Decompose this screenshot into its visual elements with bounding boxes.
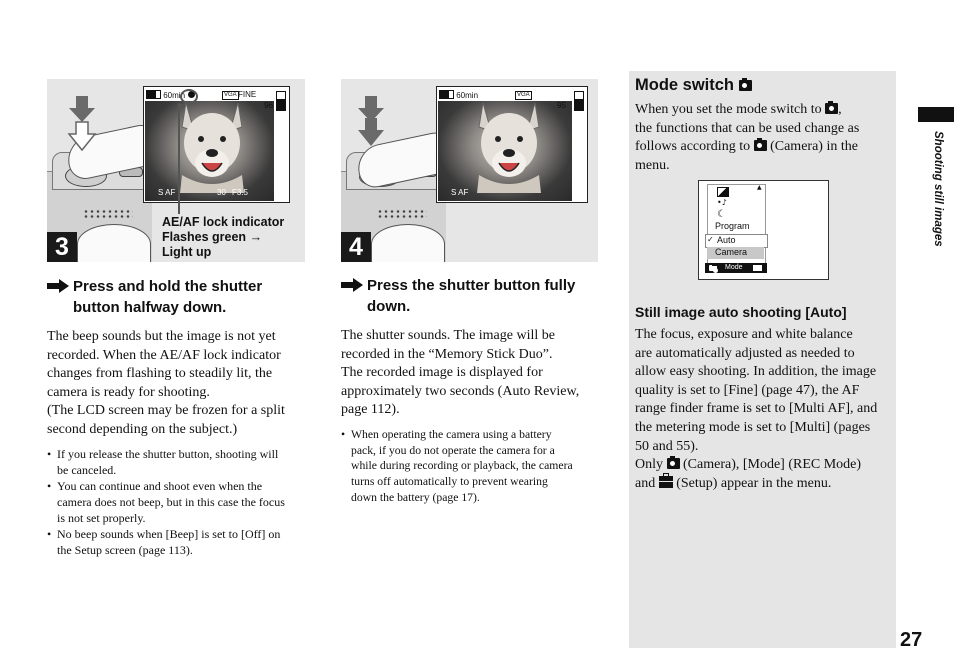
step3-lcd-screen xyxy=(143,86,290,203)
shot-count: 96 xyxy=(264,101,273,110)
section-tab-label: Shooting still images xyxy=(932,131,944,247)
camera-icon xyxy=(667,458,680,469)
shot-count: 95 xyxy=(557,101,566,110)
scroll-up-icon: ▲ xyxy=(757,184,762,191)
step-number-4: 4 xyxy=(341,232,371,262)
battery-remaining: 60min xyxy=(163,91,186,100)
indicator-callout-label: AE/AF lock indicator Flashes green → Light up xyxy=(162,215,288,260)
scene-portrait-icon: •♪ xyxy=(717,198,727,207)
battery-icon xyxy=(439,90,454,99)
dog-photo-icon xyxy=(172,97,252,193)
list-item: • No beep sounds when [Beep] is set to [Off] on the Setup screen (page 113). xyxy=(47,526,307,558)
step3-notes xyxy=(47,446,307,558)
auto-heading: Still image auto shooting [Auto] xyxy=(635,304,847,320)
list-item: • You can continue and shoot even when the camera does not beep, but in this case the focus is not set properly. xyxy=(47,478,307,526)
speaker-grille xyxy=(83,209,133,219)
focus-mode: S AF xyxy=(158,188,176,197)
list-item: • If you release the shutter button, shooting will be canceled. xyxy=(47,446,307,478)
dog-photo-icon xyxy=(469,97,549,193)
image-size-badge: VGA xyxy=(224,92,237,98)
image-size-badge: VGA xyxy=(517,92,530,98)
step-arrow-icon xyxy=(47,279,69,293)
scene-night-icon: ☾ xyxy=(717,209,726,220)
memory-stick-icon xyxy=(276,91,286,111)
step4-description: The shutter sounds. The image will be recorded in the “Memory Stick Duo”. The recorded image is displayed for approximately two seconds (Auto Review, page 112). xyxy=(341,328,580,418)
camera-menu-screen xyxy=(698,180,829,280)
speaker-grille xyxy=(377,209,427,219)
arrow-right-icon: → xyxy=(249,230,263,244)
setup-icon xyxy=(753,265,762,271)
menu-bottom-bar: Mode xyxy=(705,263,767,273)
camera-icon xyxy=(739,80,752,91)
mode-switch-intro: When you set the mode switch to , the functions that can be used change as follows according to (Camera) in the menu. xyxy=(635,102,860,173)
menu-item-auto: ✓ Auto xyxy=(705,234,768,248)
image-quality: FINE xyxy=(238,90,257,99)
focus-mode: S AF xyxy=(451,188,469,197)
step3-heading: Press and hold the shutter button halfway down. xyxy=(47,276,307,320)
step-arrow-icon xyxy=(341,278,363,292)
menu-item-program: Program xyxy=(715,221,750,231)
camera-icon xyxy=(825,103,838,114)
battery-indicator xyxy=(439,90,478,100)
setup-icon xyxy=(659,476,673,488)
list-item: • When operating the camera using a battery pack, if you do not operate the camera for a while during recording or playback, the camera turns off automatically to prevent wearing down the battery (page 17). xyxy=(341,427,603,506)
thumb-illustration xyxy=(371,224,445,262)
section-tab-marker xyxy=(918,107,954,122)
step4-notes xyxy=(341,427,603,506)
step-number-3: 3 xyxy=(47,232,77,262)
auto-description: The focus, exposure and white balance are automatically adjusted as needed to allow easy shooting. In addition, the image quality is set to [Fine] (page 47), the AF range finder frame is set to [Multi AF], and the metering mode is set to [Multi] (pages 50 and 55). Only (Camera), [Mode] (REC Mode) and (Setup) appear in the menu. xyxy=(635,327,878,491)
battery-icon xyxy=(146,90,161,99)
camera-icon xyxy=(754,140,767,151)
memory-stick-icon xyxy=(574,91,584,111)
step4-lcd-screen xyxy=(436,86,588,203)
mode-switch-title: Mode switch xyxy=(635,76,752,95)
indicator-callout-line-h xyxy=(178,104,183,106)
menu-item-camera: Camera xyxy=(707,247,764,259)
press-arrow-icon xyxy=(67,96,97,156)
step4-heading: Press the shutter button fully down. xyxy=(341,275,601,319)
indicator-callout-circle xyxy=(180,89,198,104)
camera-icon xyxy=(709,265,717,271)
checkmark-icon: ✓ xyxy=(707,235,714,244)
page-number: 27 xyxy=(900,629,923,651)
shutter-speed: 30 xyxy=(217,188,226,197)
aperture-value: F3.5 xyxy=(232,188,249,197)
battery-remaining: 60min xyxy=(456,91,479,100)
press-arrow-icon xyxy=(356,96,386,156)
thumb-illustration xyxy=(77,224,151,262)
step3-description: The beep sounds but the image is not yet recorded. When the AE/AF lock indicator changes from flashing to steadily lit, the camera is ready for shooting. (The LCD screen may be frozen for a split second depending on the subject.) xyxy=(47,329,285,437)
indicator-callout-line xyxy=(178,103,180,214)
scene-landscape-icon xyxy=(717,187,729,197)
